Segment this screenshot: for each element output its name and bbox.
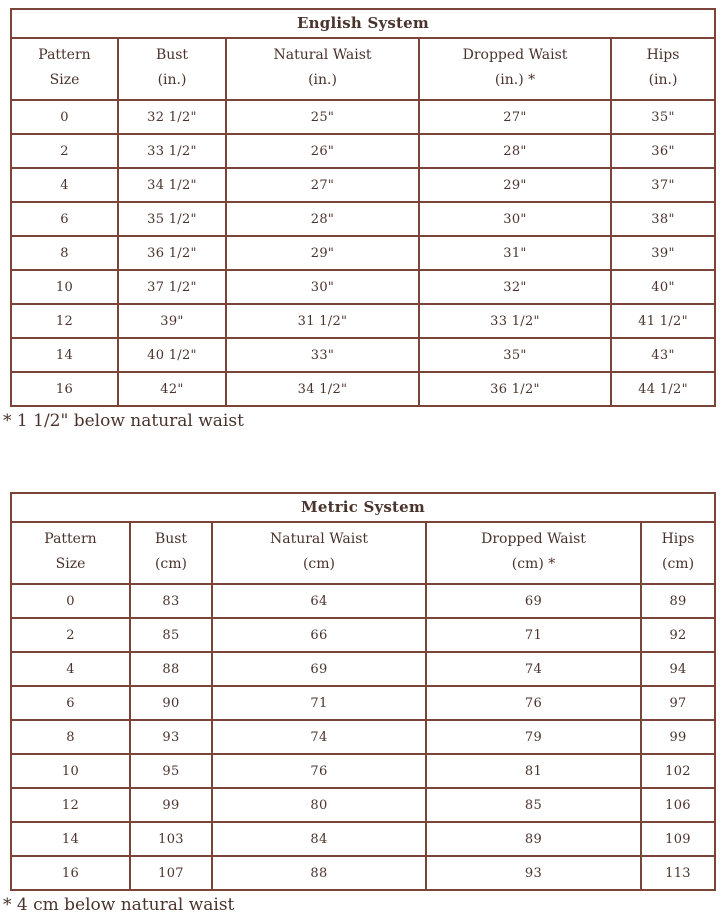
table-row [11,100,715,134]
table-cell: 92 [641,618,715,652]
table-row [11,822,715,856]
table-cell: 29" [419,168,611,202]
table-cell: 88 [130,652,212,686]
table-cell: 109 [641,822,715,856]
table-row [11,168,715,202]
table-cell: 106 [641,788,715,822]
column-header: Natural Waist (cm) [212,522,426,584]
table-cell: 103 [130,822,212,856]
table-cell: 34 1/2" [118,168,226,202]
table-cell: 27" [226,168,419,202]
table-cell: 16 [11,856,130,890]
table-cell: 66 [212,618,426,652]
table-title: English System [11,9,715,38]
table-cell: 10 [11,754,130,788]
table-cell: 27" [419,100,611,134]
table-cell: 81 [426,754,641,788]
table-cell: 71 [212,686,426,720]
footnote-english: * 1 1/2" below natural waist [3,411,244,431]
column-header: Bust (cm) [130,522,212,584]
table-cell: 74 [212,720,426,754]
table-cell: 102 [641,754,715,788]
table-cell: 4 [11,652,130,686]
table-cell: 39" [611,236,715,270]
table-row [11,372,715,406]
table-cell: 36" [611,134,715,168]
table-cell: 28" [419,134,611,168]
table-title: Metric System [11,493,715,522]
table-cell: 39" [118,304,226,338]
metric-table-body [11,584,715,890]
table-cell: 94 [641,652,715,686]
table-cell: 95 [130,754,212,788]
table-cell: 40 1/2" [118,338,226,372]
table-row [11,856,715,890]
table-cell: 93 [426,856,641,890]
table-cell: 33 1/2" [118,134,226,168]
table-row [11,788,715,822]
table-cell: 0 [11,584,130,618]
table-cell: 14 [11,338,118,372]
table-cell: 99 [130,788,212,822]
table-cell: 8 [11,720,130,754]
table-row [11,754,715,788]
table-cell: 28" [226,202,419,236]
table-row [11,720,715,754]
table-cell: 85 [426,788,641,822]
column-header: Hips (cm) [641,522,715,584]
table-cell: 33 1/2" [419,304,611,338]
column-header: Natural Waist (in.) [226,38,419,100]
table-cell: 83 [130,584,212,618]
table-cell: 12 [11,304,118,338]
metric-size-chart-section [3,492,714,916]
table-cell: 89 [426,822,641,856]
table-cell: 64 [212,584,426,618]
footnote-metric: * 4 cm below natural waist [3,895,235,915]
table-cell: 2 [11,618,130,652]
table-cell: 93 [130,720,212,754]
table-cell: 30" [419,202,611,236]
table-cell: 36 1/2" [118,236,226,270]
table-cell: 25" [226,100,419,134]
column-header-row [11,38,715,100]
table-cell: 74 [426,652,641,686]
table-row [11,202,715,236]
table-cell: 29" [226,236,419,270]
table-cell: 38" [611,202,715,236]
table-cell: 69 [426,584,641,618]
table-cell: 4 [11,168,118,202]
table-row [11,236,715,270]
table-cell: 34 1/2" [226,372,419,406]
table-cell: 10 [11,270,118,304]
table-row [11,338,715,372]
table-row [11,618,715,652]
english-size-chart-section [3,8,714,432]
table-cell: 43" [611,338,715,372]
table-cell: 26" [226,134,419,168]
table-cell: 30" [226,270,419,304]
table-cell: 99 [641,720,715,754]
table-cell: 44 1/2" [611,372,715,406]
column-header: Pattern Size [11,38,118,100]
table-cell: 14 [11,822,130,856]
table-cell: 76 [426,686,641,720]
metric-system-table [10,492,716,891]
table-cell: 35" [611,100,715,134]
column-header: Bust (in.) [118,38,226,100]
table-cell: 0 [11,100,118,134]
table-cell: 84 [212,822,426,856]
table-cell: 32" [419,270,611,304]
table-cell: 31 1/2" [226,304,419,338]
table-cell: 113 [641,856,715,890]
table-cell: 12 [11,788,130,822]
table-cell: 2 [11,134,118,168]
table-cell: 37" [611,168,715,202]
column-header: Dropped Waist (cm) * [426,522,641,584]
table-cell: 107 [130,856,212,890]
table-cell: 88 [212,856,426,890]
table-row [11,686,715,720]
table-title-row [11,9,715,38]
table-cell: 16 [11,372,118,406]
table-row [11,652,715,686]
table-cell: 36 1/2" [419,372,611,406]
table-cell: 37 1/2" [118,270,226,304]
table-cell: 33" [226,338,419,372]
table-cell: 6 [11,686,130,720]
table-cell: 69 [212,652,426,686]
table-cell: 80 [212,788,426,822]
table-cell: 8 [11,236,118,270]
table-cell: 40" [611,270,715,304]
table-cell: 42" [118,372,226,406]
column-header: Hips (in.) [611,38,715,100]
english-system-table [10,8,716,407]
table-row [11,134,715,168]
table-cell: 76 [212,754,426,788]
table-cell: 35 1/2" [118,202,226,236]
table-row [11,304,715,338]
table-cell: 6 [11,202,118,236]
table-cell: 90 [130,686,212,720]
column-header-row [11,522,715,584]
table-title-row [11,493,715,522]
table-cell: 85 [130,618,212,652]
english-table-body [11,100,715,406]
table-cell: 32 1/2" [118,100,226,134]
table-cell: 35" [419,338,611,372]
column-header: Pattern Size [11,522,130,584]
table-row [11,270,715,304]
table-cell: 41 1/2" [611,304,715,338]
table-cell: 97 [641,686,715,720]
table-cell: 89 [641,584,715,618]
table-cell: 71 [426,618,641,652]
table-row [11,584,715,618]
column-header: Dropped Waist (in.) * [419,38,611,100]
table-cell: 79 [426,720,641,754]
table-cell: 31" [419,236,611,270]
